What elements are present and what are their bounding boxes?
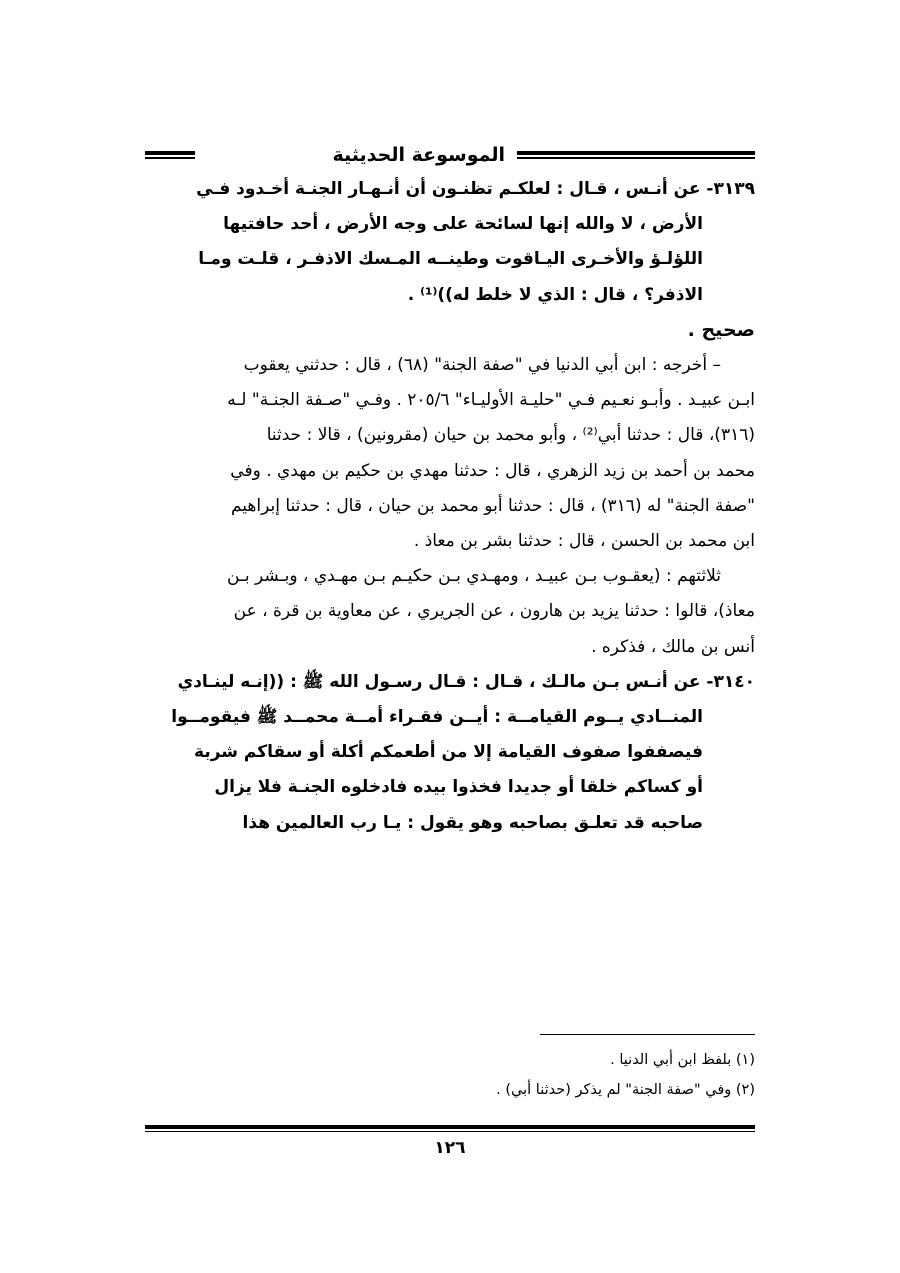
takhrij-line: – أخرجه : ابن أبي الدنيا في "صفة الجنة" (٦٨) ، قال : حدثني يعقوب xyxy=(243,355,721,376)
hadith-3139 xyxy=(145,172,755,313)
header-rule-left xyxy=(145,151,195,159)
thalathatuhum-paragraph xyxy=(145,559,755,665)
hadith-3140-line: أو كساكم خلقا أو جديدا فخذوا بيده فادخلوه الجنـة فلا يزال xyxy=(214,777,703,798)
page xyxy=(145,0,755,1273)
hadith-3139-line: الأرض ، لا والله إنها لسائحة على وجه الأرض ، أحد حافتيها xyxy=(223,214,703,235)
grade-label: صحيح . xyxy=(687,318,755,341)
page-header xyxy=(145,143,755,169)
footnote-2: (٢) وفي "صفة الجنة" لم يذكر (حدثنا أبي) . xyxy=(496,1082,755,1098)
takhrij-line: (٣١٦)، قال : حدثنا أبي⁽²⁾ ، وأبو محمد بن حيان (مقرونين) ، قالا : حدثنا xyxy=(266,425,755,446)
main-text xyxy=(145,172,755,841)
takhrij-line: ابن محمد بن الحسن ، قال : حدثنا بشر بن معاذ . xyxy=(413,531,755,552)
takhrij-paragraph xyxy=(145,348,755,559)
hadith-3139-line: اللؤلـؤ والأخـرى اليـاقوت وطينــه المـسك الاذفـر ، قلـت ومـا xyxy=(198,249,703,270)
takhrij-line: ابـن عبيـد . وأبـو نعـيم فـي "حليـة الأوليـاء" ٢٠٥/٦ . وفـي "صـفة الجنـة" لـه xyxy=(227,390,755,411)
hadith-3139-line: الاذفر؟ ، قال : الذي لا خلط له))⁽¹⁾ . xyxy=(407,284,703,305)
footnote-separator xyxy=(540,1034,755,1035)
thalathatuhum-line: ثلاثتهم : (يعقـوب بـن عبيـد ، ومهـدي بـن حكيـم بـن مهـدي ، وبـشر بـن xyxy=(227,566,721,587)
thalathatuhum-line: أنس بن مالك ، فذكره . xyxy=(591,636,755,657)
hadith-3140 xyxy=(145,665,755,841)
thalathatuhum-line: معاذ)، قالوا : حدثنا يزيد بن هارون ، عن الجريري ، عن معاوية بن قرة ، عن xyxy=(233,601,755,622)
takhrij-line: "صفة الجنة" له (٣١٦) ، قال : حدثنا أبو محمد بن حيان ، قال : حدثنا إبراهيم xyxy=(230,495,755,516)
footnotes xyxy=(145,1045,755,1105)
header-title: الموسوعة الحديثية xyxy=(332,144,505,166)
hadith-3140-line: المنــادي يــوم القيامــة : أيــن فقـراء أمــة محمــد ﷺ فيقومــوا xyxy=(171,707,703,728)
footer-rule xyxy=(145,1125,755,1132)
hadith-3140-line: صاحبه قد تعلـق بصاحبه وهو يقول : يـا رب العالمين هذا xyxy=(242,812,703,833)
takhrij-line: محمد بن أحمد بن زيد الزهري ، قال : حدثنا مهدي بن حكيم بن مهدي . وفي xyxy=(230,460,755,481)
header-rule-right xyxy=(517,151,755,159)
page-number: ١٢٦ xyxy=(434,1138,466,1158)
hadith-3140-line: فيصففوا صفوف القيامة إلا من أطعمكم أكلة أو سقاكم شربة xyxy=(194,742,703,763)
hadith-3139-line: ٣١٣٩- عن أنـس ، قـال : لعلكـم تظنـون أن أنـهـار الجنـة أخـدود فـي xyxy=(196,179,755,199)
hadith-3140-line: ٣١٤٠- عن أنـس بـن مالـك ، قـال : قـال رسـول الله ﷺ : ((إنـه لينـادي xyxy=(177,671,755,692)
footnote-1: (١) بلفظ ابن أبي الدنيا . xyxy=(610,1052,755,1068)
